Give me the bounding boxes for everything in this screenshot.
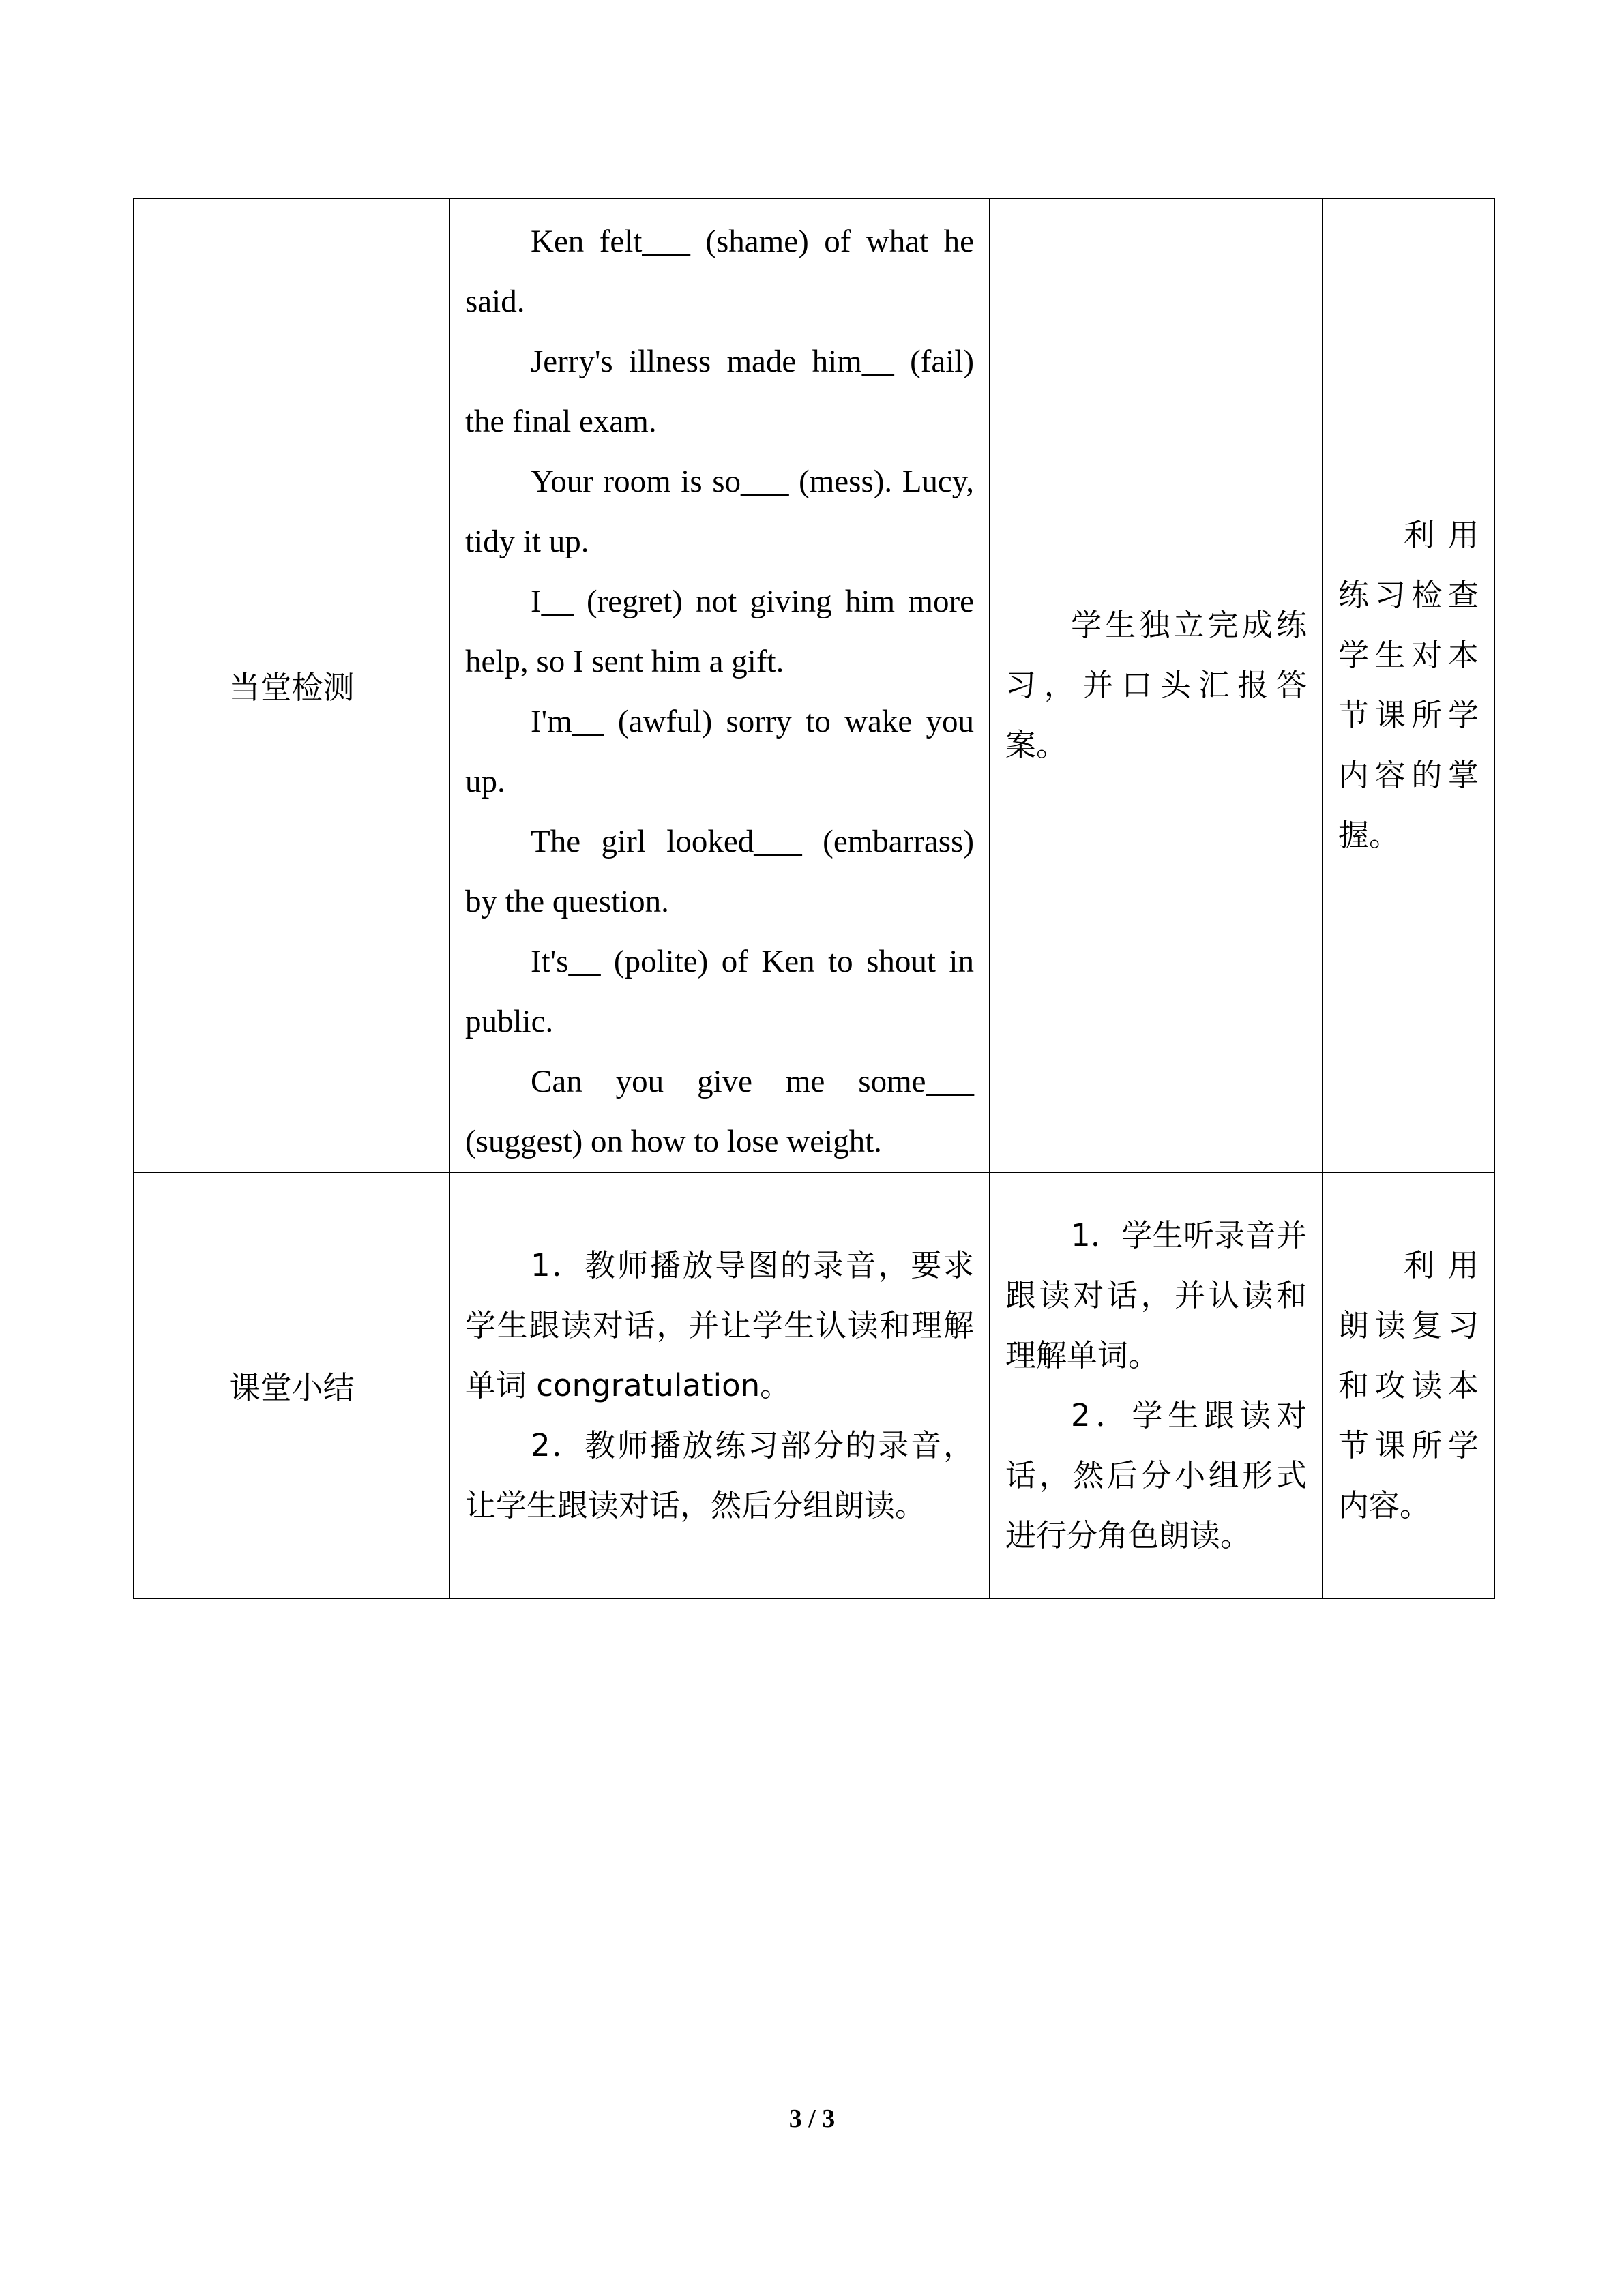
stage-label: 课堂小结 bbox=[134, 1172, 449, 1598]
exercise-item: Can you give me some___ (suggest) on how to lose weight. bbox=[465, 1064, 974, 1159]
exercise-item: The girl looked___ (embarrass) by the question. bbox=[465, 824, 974, 919]
exercise-item: It's__ (polite) of Ken to shout in public. bbox=[465, 944, 974, 1039]
exercise-item: Jerry's illness made him__ (fail) the final exam. bbox=[465, 344, 974, 439]
student-activity-text: 1．学生听录音并跟读对话，并认读和理解单词。 bbox=[1005, 1217, 1307, 1373]
table-row-class-summary bbox=[134, 1172, 1494, 1598]
lesson-plan-table bbox=[133, 198, 1495, 1599]
teacher-activity-text: 2．教师播放练习部分的录音，让学生跟读对话，然后分组朗读。 bbox=[465, 1427, 974, 1523]
exercise-item: Ken felt___ (shame) of what he said. bbox=[465, 224, 974, 319]
teacher-activity-cell bbox=[449, 1172, 990, 1598]
exercise-item: Your room is so___ (mess). Lucy, tidy it up. bbox=[465, 464, 974, 559]
design-intent-cell bbox=[1323, 1172, 1494, 1598]
exercise-item: I__ (regret) not giving him more help, so I sent him a gift. bbox=[465, 584, 974, 679]
design-intent-cell bbox=[1323, 198, 1494, 1172]
teacher-activity-cell bbox=[449, 198, 990, 1172]
design-intent-text: 利用练习检查学生对本节课所学内容的掌握。 bbox=[1338, 517, 1479, 853]
teacher-activity-text: 1．教师播放导图的录音，要求学生跟读对话，并让学生认读和理解单词 congratulation。 bbox=[465, 1247, 974, 1403]
student-activity-text: 2．学生跟读对话，然后分小组形式进行分角色朗读。 bbox=[1005, 1397, 1307, 1553]
student-activity-cell bbox=[990, 198, 1323, 1172]
stage-label: 当堂检测 bbox=[134, 198, 449, 1172]
student-activity-cell bbox=[990, 1172, 1323, 1598]
table-row-in-class-test bbox=[134, 198, 1494, 1172]
design-intent-text: 利用朗读复习和攻读本节课所学内容。 bbox=[1338, 1247, 1479, 1523]
page-number: 3 / 3 bbox=[788, 2104, 836, 2133]
student-activity-text: 学生独立完成练习，并口头汇报答案。 bbox=[1005, 607, 1307, 763]
exercise-item: I'm__ (awful) sorry to wake you up. bbox=[465, 704, 974, 799]
